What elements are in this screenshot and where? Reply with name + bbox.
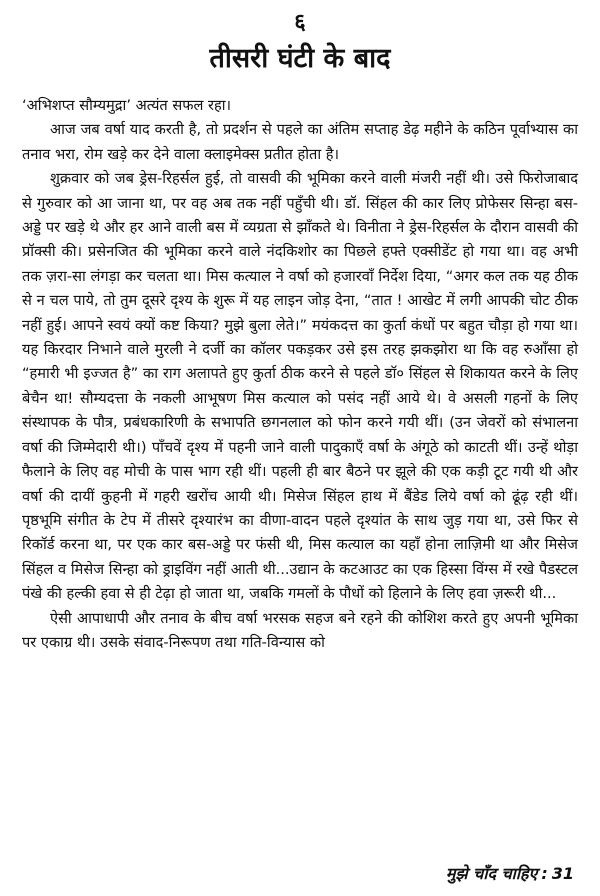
paragraph: ऐसी आपाधापी और तनाव के बीच वर्षा भरसक सहज बने रहने की कोशिश करते हुए अपनी भूमिका पर एकाग्र थी। उसके संवाद-निरूपण तथा गति-विन्यास को — [22, 609, 578, 651]
chapter-title: तीसरी घंटी के बाद — [209, 43, 391, 74]
page-footer — [446, 862, 574, 884]
footer-separator: : — [541, 864, 548, 883]
chapter-number: ६ — [294, 10, 306, 35]
running-book-title: मुझे चाँद चाहिए — [445, 864, 538, 883]
chapter-body — [22, 94, 578, 655]
page-number: 31 — [551, 864, 574, 883]
paragraph: आज जब वर्षा याद करती है, तो प्रदर्शन से पहले का अंतिम सप्ताह डेढ़ महीने के कठिन पूर्वाभ्यास का तनाव भरा, रोम खड़े कर देने वाला क्लाइमेक्स प्रतीत होता है। — [22, 121, 578, 163]
paragraph: शुक्रवार को जब ड्रेस-रिहर्सल हुई, तो वासवी की भूमिका करने वाली मंजरी नहीं थी। उसे फिरोजाबाद से गुरुवार को आ जाना था, पर वह अब तक नहीं पहुँची थी। डॉ. सिंहल की कार लिए प्रोफेसर सिन्हा बस-अड्डे पर खड़े थे और हर आने वाली बस में व्यग्रता से झाँकते थे। विनीता ने ड्रेस-रिहर्सल के दौरान वासवी की प्रॉक्सी की। प्रसेनजित की भूमिका करने वाले नंदकिशोर का पिछले हफ्ते एक्सीडेंट हो गया था। वह अभी तक ज़रा-सा लंगड़ा कर चलता था। मिस कत्याल ने वर्षा को हजारवाँ निर्देश दिया, “अगर कल तक यह ठीक से न चल पाये, तो तुम दूसरे दृश्य के शुरू में यह लाइन जोड़ देना, “तात ! आखेट में लगी आपकी चोट ठीक नहीं हुई। आपने स्वयं क्यों कष्ट किया? मुझे बुला लेते।” मयंकदत्त का कुर्ता कंधों पर बहुत चौड़ा हो गया था। यह किरदार निभाने वाले मुरली ने दर्जी का कॉलर पकड़कर उसे इस तरह झकझोरा था कि वह रुआँसा हो “हमारी भी इज्जत है” का राग अलापते हुए कुर्ता ठीक करने से पहले डॉ० सिंहल से शिकायत करने के लिए बेचैन था! सौम्यदत्ता के नकली आभूषण मिस कत्याल को पसंद नहीं आये थे। वे असली गहनों के लिए संस्थापक के पौत्र, प्रबंधकारिणी के सभापति छगनलाल को फोन करने गयी थीं। (उन जेवरों को संभालना वर्षा की जिम्मेदारी थी।) पाँचवें दृश्य में पहनी जाने वाली पादुकाएँ वर्षा के अंगूठे को काटती थीं। उन्हें थोड़ा फैलाने के लिए वह मोची के पास भाग रही थीं। पहली ही बार बैठने पर झूले की एक कड़ी टूट गयी थी और वर्षा की दायीं कुहनी में गहरी खरोंच आयी थी। मिसेज सिंहल हाथ में बैंडेड लिये वर्षा को ढूंढ़ रही थीं। पृष्ठभूमि संगीत के टेप में तीसरे दृश्यारंभ का वीणा-वादन पहले दृश्यांत के साथ जुड़ गया था, उसे फिर से रिकॉर्ड करना था, पर एक कार बस-अड्डे पर फंसी थी, मिस कत्याल का यहाँ होना लाज़िमी था और मिसेज सिंहल व मिसेज सिन्हा को ड्राइविंग नहीं आती थी...उद्यान के कटआउट का एक हिस्सा विंग्स में रखे पैडस्टल पंखे की हल्की हवा से ही टेढ़ा हो जाता था, जबकि गमलों के पौधों को हिलाने के लिए हवा ज़रूरी थी... — [22, 170, 578, 603]
paragraph: ‘अभिशप्त सौम्यमुद्रा’ अत्यंत सफल रहा। — [22, 97, 232, 114]
